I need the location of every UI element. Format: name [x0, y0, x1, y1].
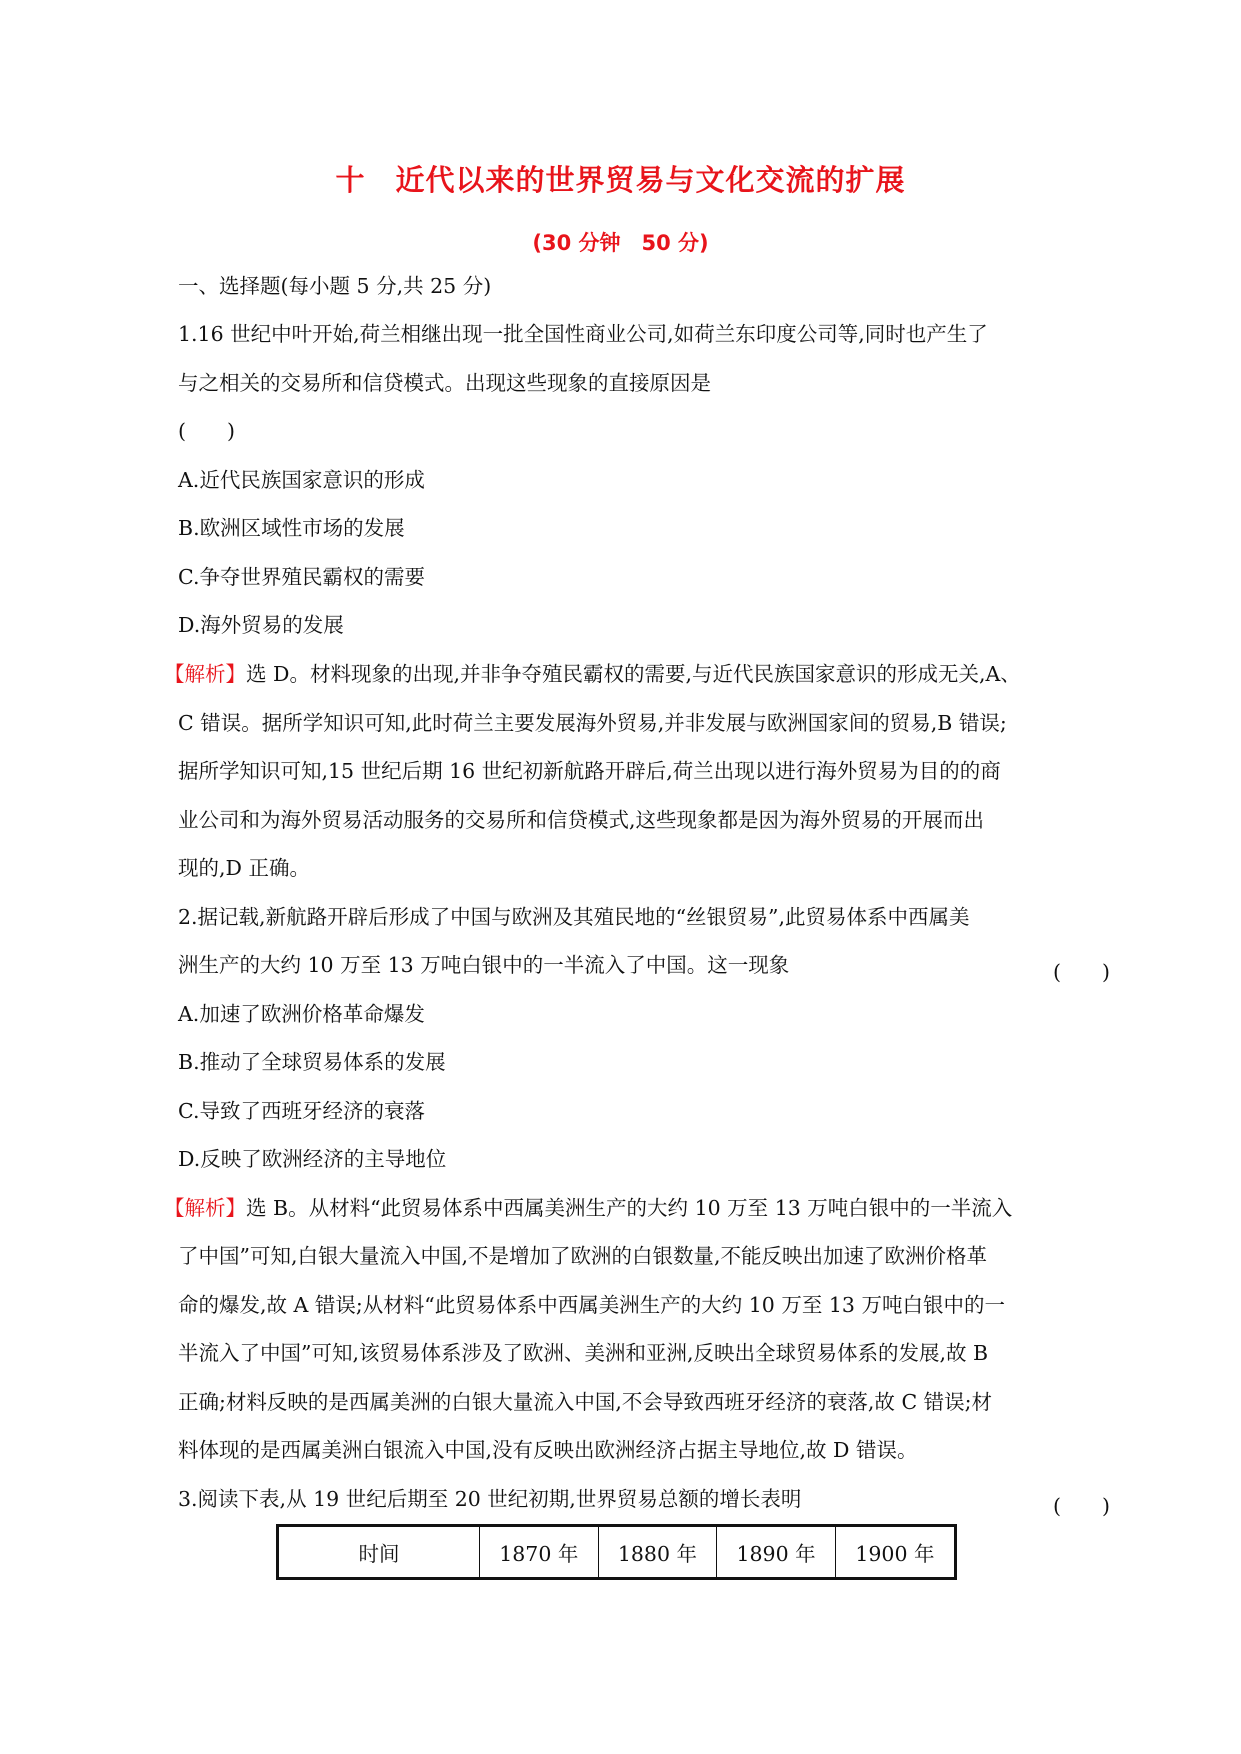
q1-answer-paren: ( ): [178, 419, 235, 443]
q3-answer-paren: ( ): [1053, 1494, 1110, 1518]
q2-option-b: B.推动了全球贸易体系的发展: [178, 1050, 446, 1074]
q1-analysis-line5: 现的,D 正确。: [178, 856, 310, 880]
q2-option-a: A.加速了欧洲价格革命爆发: [178, 1002, 425, 1026]
page-title: 十 近代以来的世界贸易与文化交流的扩展: [335, 163, 906, 197]
q2-analysis-line4: 半流入了中国”可知,该贸易体系涉及了欧洲、美洲和亚洲,反映出全球贸易体系的发展,故 B: [178, 1341, 989, 1365]
q2-stem-line1: 2.据记载,新航路开辟后形成了中国与欧洲及其殖民地的“丝银贸易”,此贸易体系中西属美: [178, 905, 970, 929]
q2-analysis-line1: 【解析】选 B。从材料“此贸易体系中西属美洲生产的大约 10 万至 13 万吨白银中的一半流入: [164, 1196, 1013, 1220]
q1-stem-line1: 1.16 世纪中叶开始,荷兰相继出现一批全国性商业公司,如荷兰东印度公司等,同时也产生了: [178, 322, 988, 346]
q1-option-d: D.海外贸易的发展: [178, 613, 344, 637]
table-header-cell: 1900 年: [835, 1526, 955, 1579]
q1-analysis-line2: C 错误。据所学知识可知,此时荷兰主要发展海外贸易,并非发展与欧洲国家间的贸易,B 错误;: [178, 711, 1007, 735]
table-header-cell: 1880 年: [598, 1526, 717, 1579]
q1-analysis-line1: 【解析】选 D。材料现象的出现,并非争夺殖民霸权的需要,与近代民族国家意识的形成无关,A、: [164, 662, 1021, 686]
trade-table: [276, 1524, 957, 1580]
q1-option-a: A.近代民族国家意识的形成: [178, 468, 425, 492]
q2-analysis-line2: 了中国”可知,白银大量流入中国,不是增加了欧洲的白银数量,不能反映出加速了欧洲价格革: [178, 1244, 988, 1268]
q2-analysis-label: 【解析】: [164, 1196, 246, 1220]
q2-analysis-line3: 命的爆发,故 A 错误;从材料“此贸易体系中西属美洲生产的大约 10 万至 13 万吨白银中的一: [178, 1293, 1005, 1317]
table-header-cell: 时间: [278, 1526, 480, 1579]
q2-analysis-line5: 正确;材料反映的是西属美洲的白银大量流入中国,不会导致西班牙经济的衰落,故 C 错误;材: [178, 1390, 993, 1414]
table-row: [278, 1526, 956, 1579]
page-subtitle: (30 分钟 50 分): [532, 231, 709, 255]
q1-analysis-line3: 据所学知识可知,15 世纪后期 16 世纪初新航路开辟后,荷兰出现以进行海外贸易为目的的商: [178, 759, 1001, 783]
q1-analysis-label: 【解析】: [164, 662, 246, 686]
q2-stem-line2: 洲生产的大约 10 万至 13 万吨白银中的一半流入了中国。这一现象: [178, 953, 790, 977]
q1-option-c: C.争夺世界殖民霸权的需要: [178, 565, 425, 589]
table-header-cell: 1870 年: [480, 1526, 599, 1579]
q2-analysis-line6: 料体现的是西属美洲白银流入中国,没有反映出欧洲经济占据主导地位,故 D 错误。: [178, 1438, 918, 1462]
q2-answer-paren: ( ): [1053, 960, 1110, 984]
section-heading: 一、选择题(每小题 5 分,共 25 分): [178, 274, 492, 298]
table-header-cell: 1890 年: [717, 1526, 836, 1579]
q2-option-c: C.导致了西班牙经济的衰落: [178, 1099, 425, 1123]
q1-analysis-line4: 业公司和为海外贸易活动服务的交易所和信贷模式,这些现象都是因为海外贸易的开展而出: [178, 808, 985, 832]
q1-stem-line2: 与之相关的交易所和信贷模式。出现这些现象的直接原因是: [178, 371, 711, 395]
q3-stem-line1: 3.阅读下表,从 19 世纪后期至 20 世纪初期,世界贸易总额的增长表明: [178, 1487, 802, 1511]
q1-option-b: B.欧洲区域性市场的发展: [178, 516, 405, 540]
q2-option-d: D.反映了欧洲经济的主导地位: [178, 1147, 447, 1171]
